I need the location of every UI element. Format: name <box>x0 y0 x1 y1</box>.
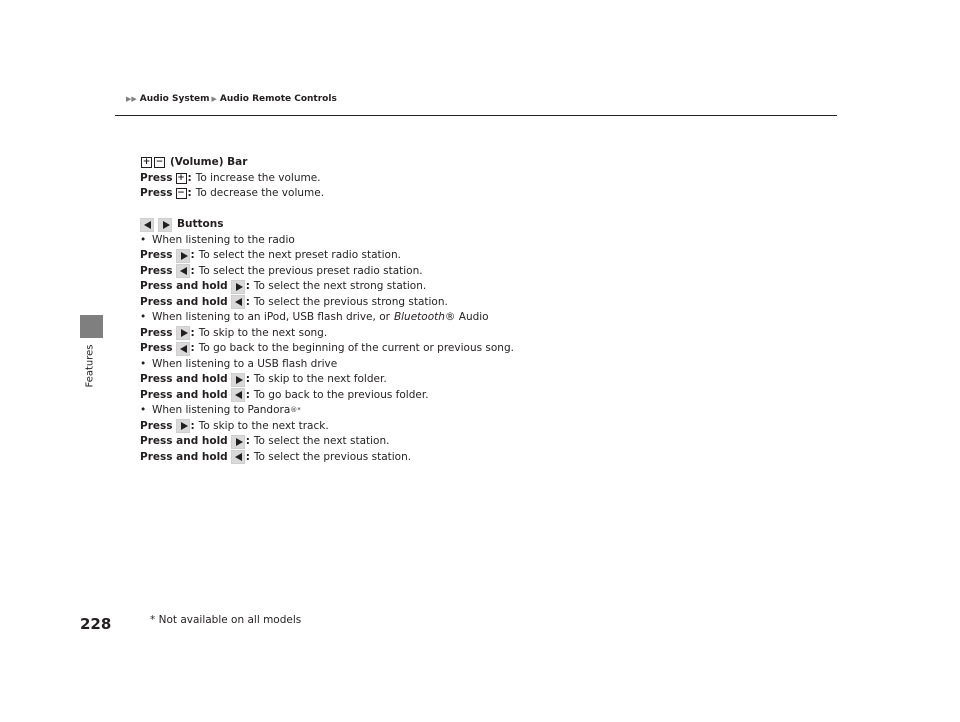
header-rule <box>115 115 837 116</box>
list-item: Press and hold : To go back to the previous folder. <box>140 388 429 401</box>
section-label: Features <box>84 344 96 388</box>
list-item: Press : To go back to the beginning of the current or previous song. <box>140 342 514 354</box>
skip-forward-icon <box>158 218 172 232</box>
list-item: Press : To select the previous preset radio station. <box>140 264 423 277</box>
list-item: Press and hold : To select the previous strong station. <box>140 295 448 308</box>
volume-minus-line: Press − : To decrease the volume. <box>140 187 325 199</box>
page-number: 228 <box>80 615 112 633</box>
minus-icon: − <box>177 188 185 199</box>
volume-heading <box>140 155 514 171</box>
breadcrumb-level2[interactable]: Audio Remote Controls <box>219 94 337 104</box>
list-item: Press : To select the next preset radio station. <box>140 249 401 261</box>
breadcrumb-level1[interactable]: Audio System <box>139 94 210 104</box>
page-content <box>140 155 514 465</box>
list-item: Press : To skip to the next song. <box>140 326 328 339</box>
skip-back-icon <box>176 264 190 278</box>
buttons-heading: Buttons <box>140 217 514 233</box>
list-item: • When listening to a USB flash drive <box>140 357 338 370</box>
list-item: • When listening to an iPod, USB flash drive, or Bluetooth ® Audio <box>140 311 489 323</box>
minus-icon: − <box>155 157 164 168</box>
breadcrumb <box>126 94 337 104</box>
section-tab <box>80 315 103 338</box>
skip-forward-icon <box>231 280 245 294</box>
skip-back-icon <box>231 450 245 464</box>
list-item: Press and hold : To skip to the next folder. <box>140 373 387 385</box>
list-item: Press : To skip to the next track. <box>140 419 329 432</box>
list-item: Press and hold : To select the next station. <box>140 435 390 447</box>
list-item: Press and hold : To select the previous station. <box>140 450 412 463</box>
list-item: • When listening to the radio <box>140 233 295 246</box>
volume-plus-line: Press + : To increase the volume. <box>140 171 321 184</box>
skip-forward-icon <box>231 435 245 449</box>
list-item: Press and hold : To select the next strong station. <box>140 280 427 292</box>
plus-icon: + <box>142 157 151 168</box>
breadcrumb-arrow-icon: ▶▶ <box>126 95 137 103</box>
breadcrumb-arrow-icon: ▶ <box>211 95 217 103</box>
skip-forward-icon <box>176 326 190 340</box>
list-item: • When listening to Pandora ®* <box>140 404 301 416</box>
skip-forward-icon <box>176 249 190 263</box>
skip-back-icon <box>176 342 190 356</box>
plus-icon: + <box>177 172 185 183</box>
skip-back-icon <box>231 388 245 402</box>
skip-forward-icon <box>231 373 245 387</box>
skip-forward-icon <box>176 419 190 433</box>
volume-heading-text: (Volume) Bar <box>170 156 248 168</box>
footnote: * Not available on all models <box>150 614 302 626</box>
skip-back-icon <box>140 218 154 232</box>
skip-back-icon <box>231 295 245 309</box>
